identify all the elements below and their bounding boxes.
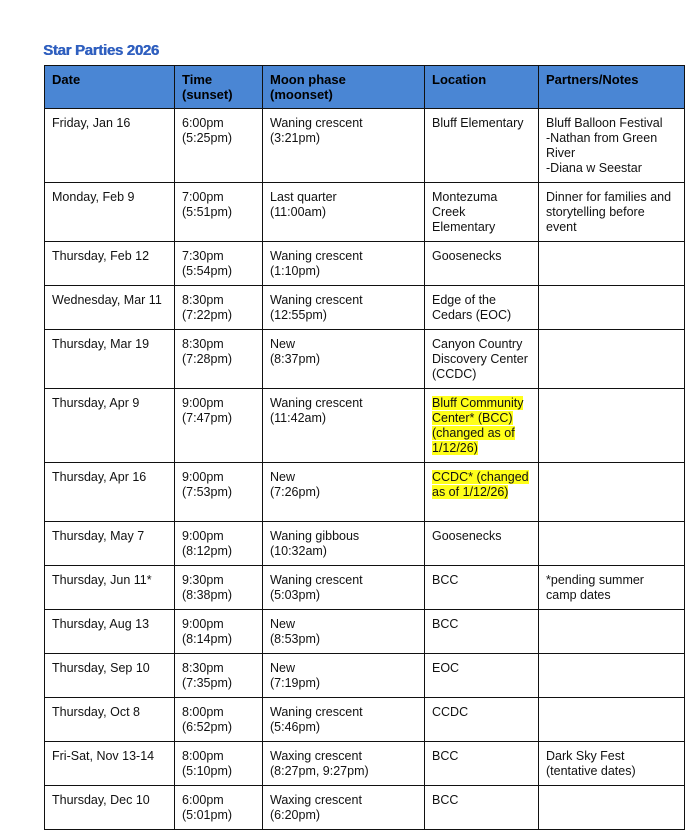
- time-line: 8:00pm: [182, 749, 224, 763]
- moon-line: Waxing crescent: [270, 749, 362, 763]
- table-row: [45, 786, 685, 830]
- cell-moon-phase: [263, 654, 425, 698]
- moon-line: (7:19pm): [270, 676, 321, 690]
- cell-moon-phase: [263, 742, 425, 786]
- time-line: (5:25pm): [182, 131, 233, 145]
- moon-line: Waning crescent: [270, 573, 363, 587]
- location-line: BCC: [432, 617, 459, 631]
- header-time-sublabel: (sunset): [182, 87, 233, 102]
- cell-notes: [539, 463, 685, 522]
- table-row: [45, 330, 685, 389]
- time-line: 7:30pm: [182, 249, 224, 263]
- cell-notes: [539, 389, 685, 463]
- time-line: 8:00pm: [182, 705, 224, 719]
- moon-line: Last quarter: [270, 190, 337, 204]
- time-line: 6:00pm: [182, 116, 224, 130]
- moon-line: Waning crescent: [270, 293, 363, 307]
- cell-notes: [539, 183, 685, 242]
- time-line: (7:22pm): [182, 308, 233, 322]
- cell-date: Thursday, Oct 8: [45, 698, 175, 742]
- cell-date: Thursday, Aug 13: [45, 610, 175, 654]
- table-row: [45, 610, 685, 654]
- cell-time: [175, 610, 263, 654]
- location-line: (changed as of 1/12/26): [432, 470, 529, 499]
- header-date: Date: [45, 66, 175, 109]
- moon-line: Waning crescent: [270, 705, 363, 719]
- cell-notes: [539, 566, 685, 610]
- cell-moon-phase: [263, 698, 425, 742]
- table-row: [45, 242, 685, 286]
- cell-date: Thursday, Mar 19: [45, 330, 175, 389]
- notes-line: Bluff Balloon Festival: [546, 116, 663, 130]
- time-line: (5:01pm): [182, 808, 233, 822]
- moon-line: (8:53pm): [270, 632, 321, 646]
- cell-date: Wednesday, Mar 11: [45, 286, 175, 330]
- location-line: Bluff Elementary: [432, 116, 524, 130]
- cell-time: [175, 183, 263, 242]
- location-line: BCC: [432, 793, 459, 807]
- moon-line: New: [270, 470, 296, 484]
- table-row: [45, 183, 685, 242]
- moon-line: Waning crescent: [270, 116, 363, 130]
- notes-line: -Diana w Seestar: [546, 161, 642, 175]
- cell-location: [425, 242, 539, 286]
- cell-time: [175, 566, 263, 610]
- cell-notes: [539, 109, 685, 183]
- time-line: 8:30pm: [182, 293, 224, 307]
- cell-time: [175, 522, 263, 566]
- moon-line: New: [270, 617, 296, 631]
- cell-notes: [539, 786, 685, 830]
- cell-date: Fri-Sat, Nov 13-14: [45, 742, 175, 786]
- location-line: Bluff Community Center* (BCC): [432, 396, 524, 425]
- time-line: (5:10pm): [182, 764, 233, 778]
- cell-time: [175, 786, 263, 830]
- notes-line: Dinner for families and storytelling before event: [546, 190, 672, 234]
- cell-time: [175, 389, 263, 463]
- cell-date: Friday, Jan 16: [45, 109, 175, 183]
- cell-location: [425, 183, 539, 242]
- notes-line: -Nathan from Green River: [546, 131, 658, 160]
- header-moon-sublabel: (moonset): [270, 87, 333, 102]
- time-line: 9:00pm: [182, 617, 224, 631]
- location-line: Edge of the Cedars (EOC): [432, 293, 512, 322]
- moon-line: (8:37pm): [270, 352, 321, 366]
- cell-time: [175, 286, 263, 330]
- table-row: [45, 463, 685, 522]
- moon-line: (1:10pm): [270, 264, 321, 278]
- time-line: 6:00pm: [182, 793, 224, 807]
- moon-line: New: [270, 661, 296, 675]
- table-row: [45, 698, 685, 742]
- cell-location: [425, 286, 539, 330]
- notes-line: *pending summer camp dates: [546, 573, 644, 602]
- time-line: (7:53pm): [182, 485, 233, 499]
- cell-time: [175, 242, 263, 286]
- table-row: [45, 522, 685, 566]
- moon-line: New: [270, 337, 296, 351]
- table-row: [45, 109, 685, 183]
- cell-notes: [539, 610, 685, 654]
- cell-notes: [539, 698, 685, 742]
- time-line: (8:12pm): [182, 544, 233, 558]
- document-title: Star Parties 2026: [43, 42, 159, 59]
- time-line: (8:14pm): [182, 632, 233, 646]
- cell-notes: [539, 654, 685, 698]
- moon-line: (10:32am): [270, 544, 327, 558]
- location-line: Canyon Country Discovery Center (CCDC): [432, 337, 528, 381]
- cell-date: Monday, Feb 9: [45, 183, 175, 242]
- time-line: (5:54pm): [182, 264, 233, 278]
- table-row: [45, 742, 685, 786]
- time-line: 9:00pm: [182, 470, 224, 484]
- cell-location: [425, 742, 539, 786]
- cell-date: Thursday, Dec 10: [45, 786, 175, 830]
- header-moon-phase: [263, 66, 425, 109]
- table-header-row: [45, 66, 685, 109]
- cell-moon-phase: [263, 463, 425, 522]
- cell-moon-phase: [263, 242, 425, 286]
- cell-date: Thursday, Jun 11*: [45, 566, 175, 610]
- cell-moon-phase: [263, 522, 425, 566]
- time-line: (7:47pm): [182, 411, 233, 425]
- cell-date: Thursday, Apr 16: [45, 463, 175, 522]
- table-row: [45, 286, 685, 330]
- location-line: (changed as of 1/12/26): [432, 426, 515, 455]
- table-row: [45, 389, 685, 463]
- moon-line: (7:26pm): [270, 485, 321, 499]
- cell-time: [175, 463, 263, 522]
- cell-time: [175, 330, 263, 389]
- location-line: CCDC*: [432, 470, 473, 484]
- cell-moon-phase: [263, 286, 425, 330]
- time-line: (5:51pm): [182, 205, 233, 219]
- notes-line: Dark Sky Fest: [546, 749, 625, 763]
- cell-notes: [539, 286, 685, 330]
- cell-moon-phase: [263, 183, 425, 242]
- cell-time: [175, 698, 263, 742]
- location-line: Goosenecks: [432, 249, 502, 263]
- moon-line: (11:00am): [270, 205, 327, 219]
- time-line: 9:00pm: [182, 529, 224, 543]
- cell-moon-phase: [263, 330, 425, 389]
- header-time: [175, 66, 263, 109]
- moon-line: (8:27pm, 9:27pm): [270, 764, 369, 778]
- cell-location: [425, 786, 539, 830]
- moon-line: (5:03pm): [270, 588, 321, 602]
- cell-location: [425, 610, 539, 654]
- location-line: BCC: [432, 573, 459, 587]
- time-line: (8:38pm): [182, 588, 233, 602]
- moon-line: Waning crescent: [270, 396, 363, 410]
- moon-line: (3:21pm): [270, 131, 321, 145]
- cell-location: [425, 463, 539, 522]
- time-line: (7:28pm): [182, 352, 233, 366]
- cell-time: [175, 109, 263, 183]
- cell-time: [175, 742, 263, 786]
- moon-line: (11:42am): [270, 411, 327, 425]
- location-line: BCC: [432, 749, 459, 763]
- cell-location: [425, 566, 539, 610]
- time-line: 8:30pm: [182, 337, 224, 351]
- time-line: 7:00pm: [182, 190, 224, 204]
- table-row: [45, 566, 685, 610]
- time-line: 8:30pm: [182, 661, 224, 675]
- table-body: [45, 109, 685, 830]
- cell-location: [425, 698, 539, 742]
- notes-line: (tentative dates): [546, 764, 636, 778]
- moon-line: (6:20pm): [270, 808, 321, 822]
- location-highlight: [432, 396, 523, 455]
- cell-date: Thursday, May 7: [45, 522, 175, 566]
- moon-line: Waxing crescent: [270, 793, 362, 807]
- star-party-schedule-table: [44, 65, 685, 830]
- cell-notes: [539, 742, 685, 786]
- cell-location: [425, 330, 539, 389]
- location-line: EOC: [432, 661, 460, 675]
- location-line: CCDC: [432, 705, 469, 719]
- cell-moon-phase: [263, 389, 425, 463]
- cell-location: [425, 654, 539, 698]
- cell-date: Thursday, Feb 12: [45, 242, 175, 286]
- header-time-label: Time: [182, 72, 213, 87]
- cell-moon-phase: [263, 610, 425, 654]
- moon-line: Waning crescent: [270, 249, 363, 263]
- time-line: (7:35pm): [182, 676, 233, 690]
- moon-line: (12:55pm): [270, 308, 327, 322]
- time-line: (6:52pm): [182, 720, 233, 734]
- cell-location: [425, 389, 539, 463]
- cell-notes: [539, 242, 685, 286]
- moon-line: Waning gibbous: [270, 529, 360, 543]
- time-line: 9:30pm: [182, 573, 224, 587]
- header-moon-label: Moon phase: [270, 72, 346, 87]
- header-location: Location: [425, 66, 539, 109]
- location-line: Goosenecks: [432, 529, 502, 543]
- cell-moon-phase: [263, 786, 425, 830]
- time-line: 9:00pm: [182, 396, 224, 410]
- table-row: [45, 654, 685, 698]
- location-highlight: [432, 470, 529, 499]
- header-notes: Partners/Notes: [539, 66, 685, 109]
- cell-location: [425, 522, 539, 566]
- cell-date: Thursday, Sep 10: [45, 654, 175, 698]
- cell-location: [425, 109, 539, 183]
- location-line: Montezuma Creek Elementary: [432, 190, 498, 234]
- cell-moon-phase: [263, 109, 425, 183]
- cell-date: Thursday, Apr 9: [45, 389, 175, 463]
- moon-line: (5:46pm): [270, 720, 321, 734]
- cell-time: [175, 654, 263, 698]
- cell-notes: [539, 522, 685, 566]
- cell-moon-phase: [263, 566, 425, 610]
- cell-notes: [539, 330, 685, 389]
